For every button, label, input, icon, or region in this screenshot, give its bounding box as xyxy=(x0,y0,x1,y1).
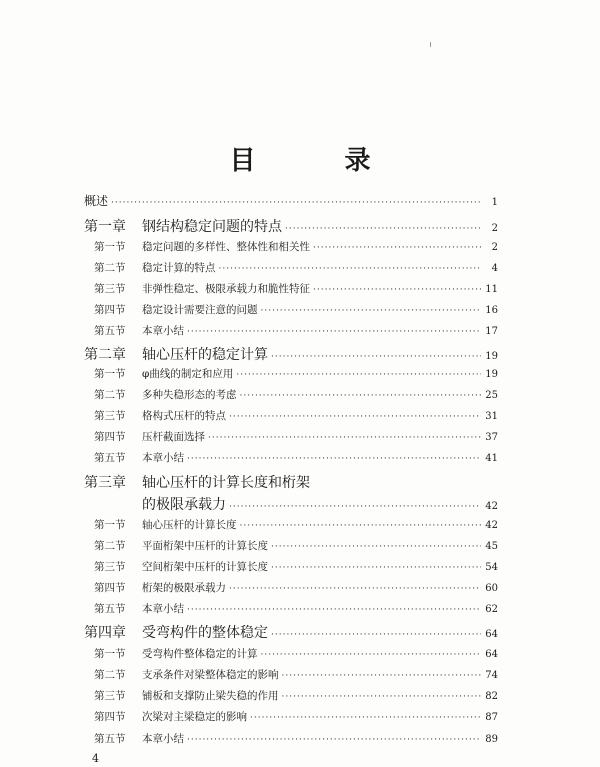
toc-entry-section[interactable] xyxy=(84,731,498,746)
toc-entry-title: 受弯构件整体稳定的计算 xyxy=(142,648,258,660)
toc-entry-title: 概述 xyxy=(84,194,109,208)
toc-entry-label xyxy=(84,387,237,402)
toc-entry-page: 62 xyxy=(485,604,498,615)
toc-entry-page: 42 xyxy=(485,520,498,531)
toc-entry-title: 受弯构件的整体稳定 xyxy=(142,625,268,641)
toc-entry-label xyxy=(84,344,268,364)
toc-entry-intro[interactable] xyxy=(84,192,498,209)
toc-entry-title: 轴心压杆的稳定计算 xyxy=(142,347,268,363)
toc-entry-page: 11 xyxy=(485,284,498,295)
toc-entry-number: 第二节 xyxy=(94,389,126,401)
toc-entry-page: 2 xyxy=(491,223,498,234)
leader-dots xyxy=(187,735,481,745)
toc-entry-title: 钢结构稳定问题的特点 xyxy=(142,219,282,235)
toc-entry-label xyxy=(84,216,282,236)
toc-entry-number: 第四节 xyxy=(94,304,126,316)
toc-entry-page: 16 xyxy=(485,305,498,316)
toc-entry-label xyxy=(84,709,247,724)
leader-dots xyxy=(261,650,482,660)
toc-entry-section[interactable] xyxy=(84,517,498,532)
toc-entry-label xyxy=(84,517,237,532)
toc-entry-number: 第一节 xyxy=(94,519,126,531)
toc-entry-number: 第一节 xyxy=(94,368,126,380)
leader-dots xyxy=(219,264,482,274)
toc-entry-page: 31 xyxy=(485,411,498,422)
leader-dots xyxy=(187,327,481,337)
toc-entry-title: 稳定计算的特点 xyxy=(142,262,216,274)
toc-entry-label xyxy=(84,667,279,682)
toc-entry-title: 平面桁架中压杆的计算长度 xyxy=(142,540,268,552)
toc-entry-title: 稳定问题的多样性、整体性和相关性 xyxy=(142,241,310,253)
toc-entry-title: 铺板和支撑防止梁失稳的作用 xyxy=(142,690,279,702)
toc-entry-chapter[interactable] xyxy=(84,344,498,364)
toc-entry-section[interactable] xyxy=(84,667,498,682)
toc-entry-title: 本章小结 xyxy=(142,452,184,464)
toc-entry-page: 87 xyxy=(485,712,498,723)
toc-entry-number: 第一节 xyxy=(94,241,126,253)
leader-dots xyxy=(282,671,482,681)
leader-dots xyxy=(282,692,482,702)
toc-entry-page: 19 xyxy=(485,369,498,380)
toc-entry-page: 60 xyxy=(485,583,498,594)
toc-entry-label xyxy=(84,601,184,616)
toc-entry-label xyxy=(84,538,268,553)
toc-entry-number: 第五节 xyxy=(94,603,126,615)
toc-entry-label xyxy=(84,302,258,317)
toc-entry-chapter[interactable] xyxy=(84,216,498,236)
toc-entry-page: 64 xyxy=(485,649,498,660)
toc-entry-section[interactable] xyxy=(84,429,498,444)
leader-dots xyxy=(236,370,481,380)
toc-entry-chapter[interactable] xyxy=(84,472,498,492)
toc-entry-number: 第一节 xyxy=(94,648,126,660)
toc-entry-title: 多种失稳形态的考虑 xyxy=(142,389,237,401)
toc-entry-label xyxy=(84,688,279,703)
toc-entry-page: 54 xyxy=(485,562,498,573)
toc-entry-number: 第四节 xyxy=(94,582,126,594)
toc-entry-section[interactable] xyxy=(84,387,498,402)
toc-entry-label xyxy=(84,323,184,338)
toc-entry-section[interactable] xyxy=(84,302,498,317)
toc-entry-page: 2 xyxy=(491,242,498,253)
leader-dots xyxy=(250,713,481,723)
toc-entry-section[interactable] xyxy=(84,709,498,724)
toc-entry-section[interactable] xyxy=(84,239,498,254)
leader-dots xyxy=(187,605,481,615)
toc-entry-label xyxy=(84,192,108,209)
toc-entry-number: 第三节 xyxy=(94,561,126,573)
toc-entry-page: 82 xyxy=(485,691,498,702)
toc-entry-section[interactable] xyxy=(84,538,498,553)
toc-entry-number: 第二节 xyxy=(94,262,126,274)
toc-entry-number: 第四节 xyxy=(94,431,126,443)
toc-entry-label xyxy=(84,429,205,444)
toc-entry-section[interactable] xyxy=(84,559,498,574)
leader-dots xyxy=(187,454,481,464)
toc-entry-title: 压杆截面选择 xyxy=(142,431,205,443)
toc-entry-title: 本章小结 xyxy=(142,325,184,337)
toc-entry-section[interactable] xyxy=(84,281,498,296)
toc-entry-number: 第二节 xyxy=(94,540,126,552)
toc-entry-label xyxy=(84,646,258,661)
leader-dots xyxy=(208,433,481,443)
leader-dots xyxy=(111,198,481,208)
toc-entry-number: 第二章 xyxy=(84,347,126,363)
toc-entry-number: 第二节 xyxy=(94,669,126,681)
toc-entry-page: 89 xyxy=(485,734,498,745)
toc-entry-page: 4 xyxy=(491,263,498,274)
toc-entry-title: 格构式压杆的特点 xyxy=(142,410,226,422)
toc-entry-title: 空间桁架中压杆的计算长度 xyxy=(142,561,268,573)
toc-entry-section[interactable] xyxy=(84,323,498,338)
toc-entry-page: 25 xyxy=(485,390,498,401)
toc-entry-section[interactable] xyxy=(84,646,498,661)
toc-entry-title: 次梁对主梁稳定的影响 xyxy=(142,711,247,723)
toc-entry-label xyxy=(84,260,216,275)
leader-dots xyxy=(271,542,481,552)
leader-dots xyxy=(240,391,482,401)
toc-entry-page: 42 xyxy=(485,501,498,512)
toc-entry-section[interactable] xyxy=(84,260,498,275)
toc-entry-number: 第四章 xyxy=(84,625,126,641)
toc-entry-title: 本章小结 xyxy=(142,603,184,615)
toc-entry-number: 第五节 xyxy=(94,325,126,337)
toc-entry-page: 74 xyxy=(485,670,498,681)
toc-entry-label xyxy=(84,450,184,465)
toc-entry-label xyxy=(84,731,184,746)
toc-entry-label xyxy=(84,559,268,574)
toc-entry-section[interactable] xyxy=(84,408,498,423)
toc-entry-number: 第三章 xyxy=(84,475,126,491)
toc-entry-number: 第三节 xyxy=(94,690,126,702)
toc-entry-title: 的极限承载力 xyxy=(142,497,226,513)
leader-dots xyxy=(271,630,481,640)
leader-dots xyxy=(229,584,481,594)
leader-dots xyxy=(240,521,482,531)
toc-entry-title: 非弹性稳定、极限承载力和脆性特征 xyxy=(142,283,310,295)
toc-entry-section[interactable] xyxy=(84,580,498,595)
toc-entry-page: 19 xyxy=(485,351,498,362)
toc-entry-label xyxy=(84,472,310,492)
page-title: 目 录 xyxy=(229,146,411,176)
toc-entry-page: 17 xyxy=(485,326,498,337)
toc-entry-number: 第一章 xyxy=(84,219,126,235)
toc-entry-page: 45 xyxy=(485,541,498,552)
leader-dots xyxy=(271,352,481,362)
leader-dots xyxy=(313,243,481,253)
toc-entry-continuation[interactable] xyxy=(142,494,498,514)
toc-entry-title: 本章小结 xyxy=(142,733,184,745)
leader-dots xyxy=(285,224,481,234)
toc-entry-section[interactable] xyxy=(84,366,498,381)
leader-dots xyxy=(271,563,481,573)
toc-entry-title: 桁架的极限承载力 xyxy=(142,582,226,594)
leader-dots xyxy=(313,285,481,295)
toc-entry-page: 64 xyxy=(485,629,498,640)
leader-dots xyxy=(229,412,481,422)
toc-entry-title: 支承条件对梁整体稳定的影响 xyxy=(142,669,279,681)
toc-entry-number: 第三节 xyxy=(94,283,126,295)
toc-entry-number: 第五节 xyxy=(94,733,126,745)
toc-entry-label xyxy=(84,366,233,381)
leader-dots xyxy=(261,306,482,316)
leader-dots xyxy=(229,502,481,512)
toc-entry-number: 第三节 xyxy=(94,410,126,422)
toc-entry-label xyxy=(84,239,310,254)
footer-page-number: 4 xyxy=(92,752,99,765)
toc-entry-number: 第四节 xyxy=(94,711,126,723)
toc-entry-number: 第五节 xyxy=(94,452,126,464)
toc-entry-title: 轴心压杆的计算长度 xyxy=(142,519,237,531)
toc-entry-label xyxy=(84,281,310,296)
toc-entry-page: 41 xyxy=(485,453,498,464)
toc-entry-label xyxy=(84,408,226,423)
toc-entry-chapter[interactable] xyxy=(84,622,498,642)
toc-entry-label xyxy=(84,622,268,642)
toc-entry-title: 稳定设计需要注意的问题 xyxy=(142,304,258,316)
toc-entry-title: φ曲线的制定和应用 xyxy=(142,368,234,380)
toc-entry-page: 37 xyxy=(485,432,498,443)
toc-entry-section[interactable] xyxy=(84,450,498,465)
toc-entry-title: 轴心压杆的计算长度和桁架 xyxy=(142,475,310,491)
toc-entry-page: 1 xyxy=(491,197,498,208)
toc-entry-label xyxy=(84,580,226,595)
toc-entry-section[interactable] xyxy=(84,601,498,616)
toc-entry-section[interactable] xyxy=(84,688,498,703)
scan-speck xyxy=(430,42,431,47)
